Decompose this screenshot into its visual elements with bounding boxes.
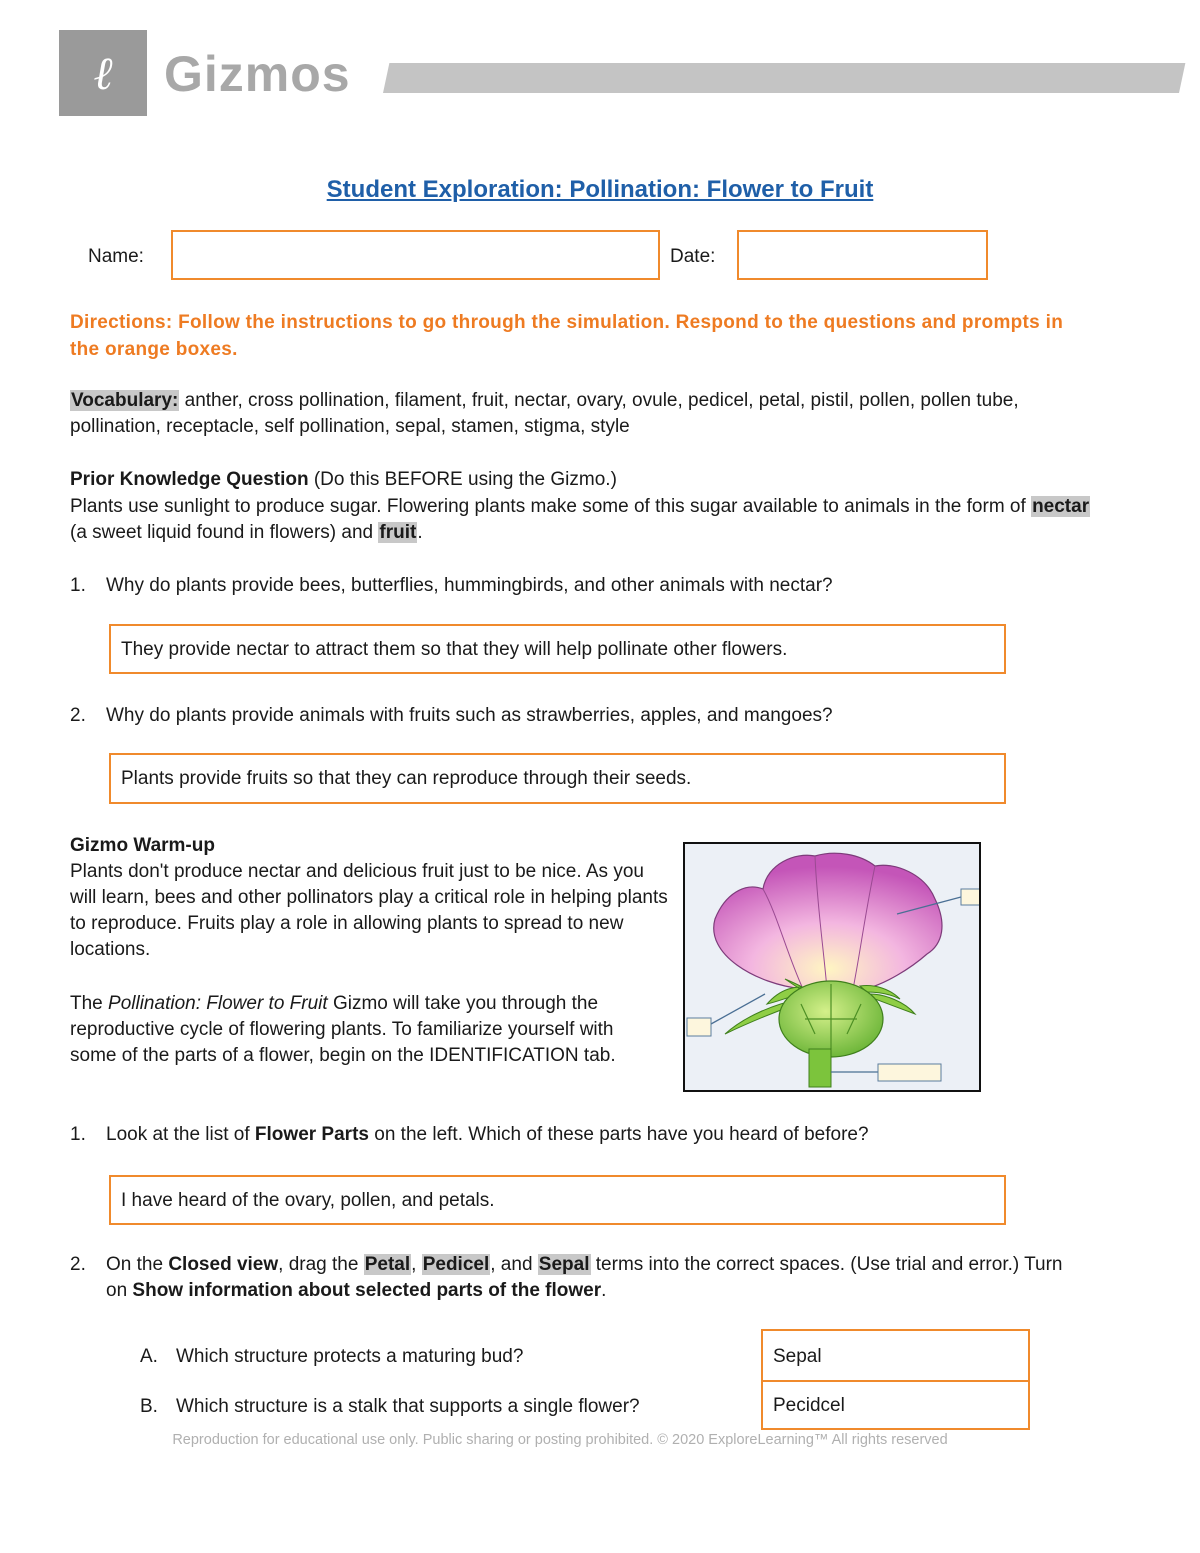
date-label: Date: [670, 246, 716, 267]
answer-box[interactable]: I have heard of the ovary, pollen, and petals. [109, 1175, 1006, 1225]
date-field[interactable] [737, 230, 988, 280]
label-drop-zone [961, 889, 979, 905]
question-text [106, 1252, 1086, 1304]
prior-knowledge-intro [70, 494, 1110, 546]
question-number: 1. [70, 575, 86, 596]
warmup-text: The [70, 993, 109, 1014]
question-text: Why do plants provide animals with fruits such as strawberries, apples, and mangoes? [106, 705, 833, 726]
answer-box[interactable]: They provide nectar to attract them so that they will help pollinate other flowers. [109, 624, 1006, 674]
question-text: Why do plants provide bees, butterflies, hummingbirds, and other animals with nectar? [106, 575, 833, 596]
flower-illustration [685, 844, 979, 1090]
answer-box[interactable]: Plants provide fruits so that they can reproduce through their seeds. [109, 753, 1006, 804]
prior-text: . [417, 522, 423, 543]
term-fruit: fruit [379, 522, 417, 543]
petals [714, 853, 942, 989]
prior-text: Plants use sunlight to produce sugar. Flowering plants make some of this sugar available to animals in the form of [70, 496, 1032, 517]
q-text: , drag the [278, 1254, 364, 1275]
label-drop-zone [687, 1018, 711, 1036]
q-text: Look at the list of [106, 1124, 255, 1145]
question-number: 2. [70, 705, 86, 726]
pedicel [809, 1049, 831, 1087]
vocabulary-paragraph [70, 388, 1110, 440]
answer-box[interactable]: Pecidcel [761, 1380, 1030, 1430]
term-closed-view: Closed view [168, 1254, 279, 1275]
prior-knowledge-heading-line [70, 467, 1110, 493]
name-field[interactable] [171, 230, 660, 280]
term-nectar: nectar [1032, 496, 1090, 517]
flower-closed-view-image [683, 842, 981, 1092]
header-bar [383, 63, 1185, 93]
warmup-paragraph-1: Plants don't produce nectar and delicious fruit just to be nice. As you will learn, bees and other pollinators play a critical role in helping plants to reproduce. Fruits play a role in allowing plants to spread to new locations. [70, 861, 668, 960]
q-text: . [601, 1280, 607, 1301]
subquestion-letter: B. [140, 1396, 158, 1417]
question-number: 2. [70, 1254, 86, 1275]
page-title: Student Exploration: Pollination: Flower to Fruit [326, 176, 874, 203]
prior-knowledge-heading: Prior Knowledge Question [70, 469, 309, 490]
term-show-information: Show information about selected parts of the flower [132, 1280, 602, 1301]
warmup-text: Gizmo will take you through the reproductive cycle of flowering plants. To familiarize yourself with some of the parts of a flower, begin on the IDENTIFICATION tab. [70, 993, 616, 1066]
explorelearning-logo-icon: ℓ [93, 46, 113, 100]
question-number: 1. [70, 1124, 86, 1145]
q-text: terms into the correct spaces. (Use trial and error.) Turn on [106, 1254, 1063, 1301]
term-flower-parts: Flower Parts [254, 1124, 369, 1145]
vocabulary-terms: anther, cross pollination, filament, fruit, nectar, ovary, ovule, pedicel, petal, pistil, pollen, pollen tube, pollination, receptacle, self pollination, sepal, stamen, stigma, style [70, 390, 1019, 437]
gizmo-title-italic: Pollination: Flower to Fruit [108, 993, 328, 1014]
footer-copyright: Reproduction for educational use only. Public sharing or posting prohibited. © 2020 ExploreLearning™ All rights reserved [172, 1432, 948, 1448]
q-text: , and [490, 1254, 538, 1275]
term-petal: Petal [364, 1254, 411, 1275]
term-sepal: Sepal [538, 1254, 590, 1275]
warmup-heading: Gizmo Warm-up [70, 835, 215, 856]
subquestion-text: Which structure is a stalk that supports a single flower? [176, 1396, 640, 1417]
vocabulary-label: Vocabulary: [71, 390, 179, 411]
q-text: On the [106, 1254, 169, 1275]
answer-box[interactable]: Sepal [761, 1329, 1030, 1382]
prior-text: (a sweet liquid found in flowers) and [70, 522, 379, 543]
label-drop-zone [878, 1064, 941, 1081]
term-pedicel: Pedicel [422, 1254, 490, 1275]
subquestion-letter: A. [140, 1346, 158, 1367]
directions-text: Directions: Follow the instructions to go through the simulation. Respond to the questions and prompts in the orange boxes. [70, 312, 1064, 360]
prior-knowledge-note: (Do this BEFORE using the Gizmo.) [308, 469, 617, 490]
q-text: , [411, 1254, 422, 1275]
warmup-paragraph-2 [70, 991, 650, 1069]
name-label: Name: [88, 246, 144, 267]
brand-name: Gizmos [164, 46, 351, 102]
q-text: on the left. Which of these parts have you heard of before? [368, 1124, 869, 1145]
subquestion-text: Which structure protects a maturing bud? [176, 1346, 524, 1367]
question-text [106, 1122, 1066, 1148]
